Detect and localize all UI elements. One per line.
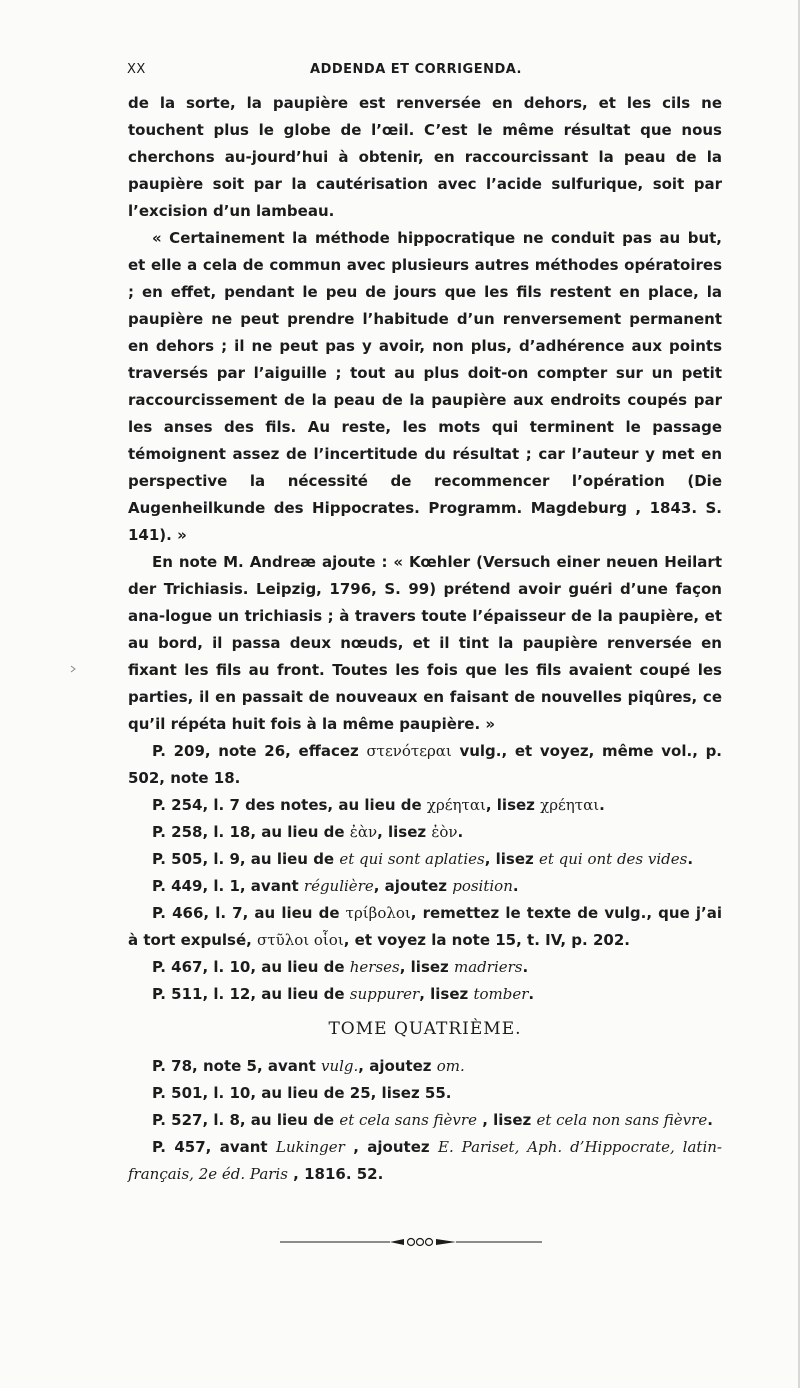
correction-t4-p457: P. 457, avant Lukinger , ajoutez E. Pariset, Aph. d’Hippocrate, latin-français, 2e éd. Paris , 1816. 52. — [128, 1138, 722, 1183]
correction-p254: P. 254, l. 7 des notes, au lieu de χρέηται, lisez χρέηται. — [152, 796, 605, 814]
correction-p511: P. 511, l. 12, au lieu de suppurer, lisez tomber. — [152, 985, 535, 1003]
paragraph-1: de la sorte, la paupière est renversée en dehors, et les cils ne touchent plus le globe de l’œil. C’est le même résultat que nous cherchons au-jourd’hui à obtenir, en raccourcissant la peau de la paupière soit par la cautérisation avec l’acide sulfurique, soit par l’excision d’un lambeau. — [128, 94, 722, 220]
section-title: TOME QUATRIÈME. — [328, 1019, 522, 1039]
correction-t4-p78: P. 78, note 5, avant vulg., ajoutez om. — [152, 1057, 465, 1075]
text-block — [128, 90, 722, 1188]
correction-p258: P. 258, l. 18, au lieu de ἐὰν, lisez ἐὸν. — [152, 823, 464, 841]
correction-p449: P. 449, l. 1, avant régulière, ajoutez position. — [152, 877, 519, 895]
paragraph-2: « Certainement la méthode hippocratique ne conduit pas au but, et elle a cela de commun avec plusieurs autres méthodes opératoires ; en effet, pendant le peu de jours que les fils restent en place, la paupière ne peut prendre l’habitude d’un renversement permanent en dehors ; il ne peut pas y avoir, non plus, d’adhérence aux points traversés par l’aiguille ; tout au plus doit-on compter sur un petit raccourcissement de la peau de la paupière aux endroits coupés par les anses des fils. Au reste, les mots qui terminent le passage témoignent assez de l’incertitude du résultat ; car l’auteur y met en perspective la nécessité de recommencer l’opération (Die Augenheilkunde des Hippocrates. Programm. Magdeburg , 1843. S. 141). » — [128, 229, 722, 544]
correction-p209: P. 209, note 26, effacez στενότεραι vulg., et voyez, même vol., p. 502, note 18. — [128, 742, 722, 787]
margin-mark — [69, 665, 77, 673]
correction-p467: P. 467, l. 10, au lieu de herses, lisez madriers. — [152, 958, 529, 976]
correction-t4-p527: P. 527, l. 8, au lieu de et cela sans fièvre , lisez et cela non sans fièvre. — [152, 1111, 713, 1129]
tailpiece-ornament — [280, 1236, 542, 1248]
running-title: ADDENDA ET CORRIGENDA. — [310, 62, 522, 77]
page-number: XX — [127, 62, 146, 77]
running-head — [127, 62, 705, 84]
correction-t4-p501: P. 501, l. 10, au lieu de 25, lisez 55. — [152, 1084, 452, 1102]
paragraph-3: En note M. Andreæ ajoute : « Kœhler (Versuch einer neuen Heilart der Trichiasis. Leipzig, 1796, S. 99) prétend avoir guéri d’une façon ana-logue un trichiasis ; à travers toute l’épaisseur de la paupière, et au bord, il passa deux nœuds, et il tint la paupière renversée en fixant les fils au front. Toutes les fois que les fils avaient coupé les parties, il en passait de nouveaux en faisant de nouvelles piqûres, ce qu’il répéta huit fois à la même paupière. » — [128, 553, 722, 733]
correction-p466: P. 466, l. 7, au lieu de τρίβολοι, remettez le texte de vulg., que j’ai à tort expulsé, στῦλοι οἷοι, et voyez la note 15, t. IV, p. 202. — [128, 904, 722, 949]
correction-p505: P. 505, l. 9, au lieu de et qui sont aplaties, lisez et qui ont des vides. — [152, 850, 694, 868]
